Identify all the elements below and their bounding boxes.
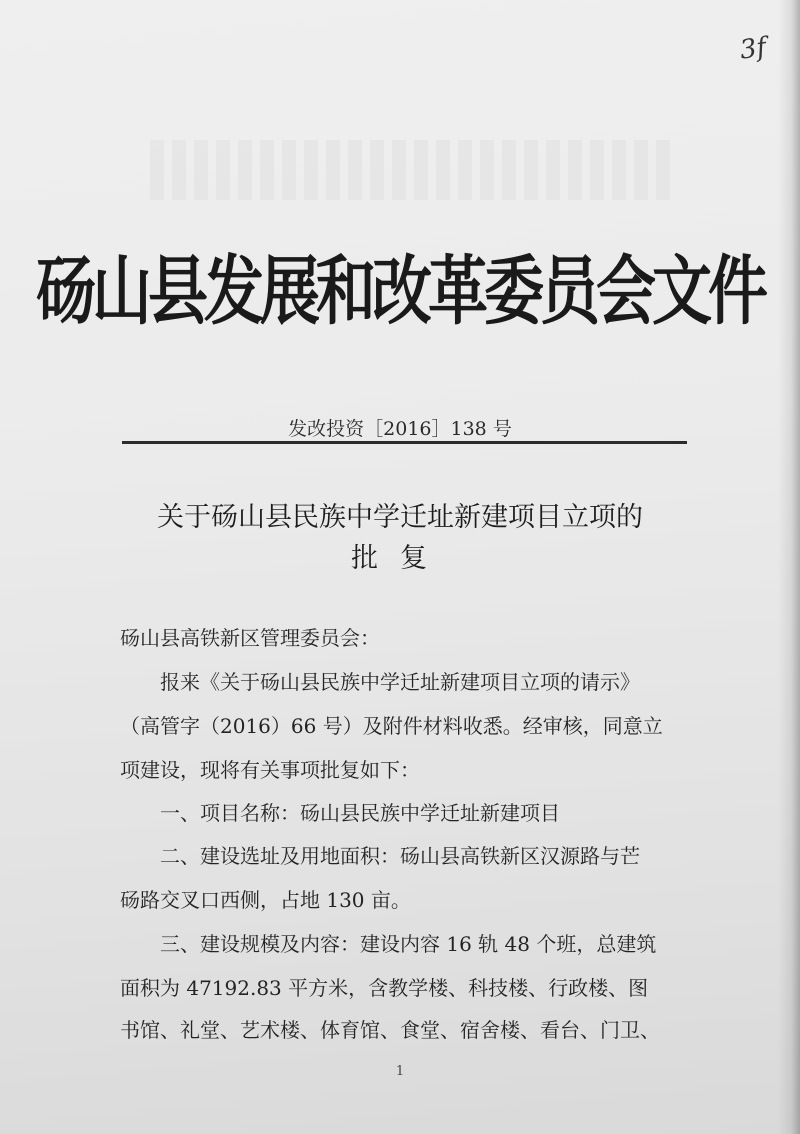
- body-line: 一、项目名称：砀山县民族中学迁址新建项目: [160, 801, 560, 825]
- header-divider: [122, 441, 687, 444]
- document-number: 发改投资［2016］138 号: [288, 418, 512, 440]
- body-line: 项建设，现将有关事项批复如下：: [120, 758, 420, 782]
- body-line: 二、建设选址及用地面积：砀山县高铁新区汉源路与芒: [160, 844, 640, 868]
- bleed-through-shadow: [150, 140, 670, 200]
- subject-line-2: 批复: [351, 543, 449, 574]
- page-edge-shadow: [778, 0, 800, 1134]
- body-line: （高管字（2016）66 号）及附件材料收悉。经审核，同意立: [120, 714, 663, 738]
- handwritten-mark: 3f: [737, 32, 768, 66]
- document-header-title: 砀山县发展和改革委员会文件: [36, 248, 764, 336]
- body-line: 面积为 47192.83 平方米，含教学楼、科技楼、行政楼、图: [120, 976, 649, 1000]
- page-number: 1: [395, 1064, 405, 1079]
- body-line: 书馆、礼堂、艺术楼、体育馆、食堂、宿舍楼、看台、门卫、: [120, 1018, 660, 1042]
- salutation: 砀山县高铁新区管理委员会：: [120, 626, 380, 650]
- subject-line-1: 关于砀山县民族中学迁址新建项目立项的: [157, 502, 643, 533]
- body-line: 报来《关于砀山县民族中学迁址新建项目立项的请示》: [160, 670, 640, 694]
- body-line: 砀路交叉口西侧，占地 130 亩。: [120, 888, 411, 912]
- body-line: 三、建设规模及内容：建设内容 16 轨 48 个班，总建筑: [160, 932, 657, 956]
